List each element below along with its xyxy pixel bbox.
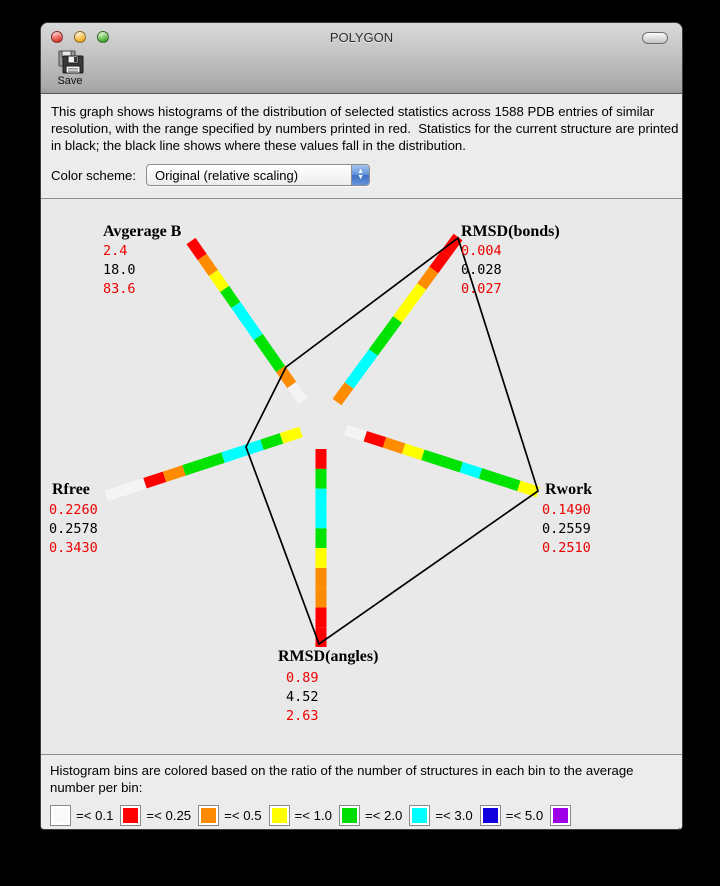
- histogram-bar-segment: [225, 289, 236, 305]
- histogram-bar-segment: [385, 320, 397, 337]
- histogram-bar-segment: [404, 449, 423, 455]
- histogram-bar-segment: [384, 442, 403, 448]
- color-scheme-label: Color scheme:: [51, 167, 137, 183]
- histogram-bar-segment: [191, 241, 202, 257]
- legend-color-swatch: [198, 805, 219, 826]
- histogram-bar-segment: [423, 455, 442, 461]
- legend-item: [550, 805, 583, 826]
- legend-color-swatch: [120, 805, 141, 826]
- axis-value: 83.6: [103, 281, 136, 297]
- legend-color-swatch: [409, 805, 430, 826]
- color-scheme-selected-value: Original (relative scaling): [155, 167, 299, 183]
- axis-label: RMSD(bonds): [461, 223, 560, 240]
- legend-item: [480, 805, 550, 826]
- legend-panel: [41, 755, 682, 830]
- legend-color-fill: [272, 808, 287, 823]
- axis-label: Avgerage B: [103, 223, 182, 240]
- histogram-bar-segment: [461, 467, 480, 473]
- histogram-bar-segment: [258, 337, 269, 353]
- legend-label: =< 2.0: [364, 808, 403, 823]
- axis-label: RMSD(angles): [278, 648, 379, 665]
- axis-value: 0.2559: [542, 521, 591, 537]
- axis-values: [49, 501, 98, 558]
- histogram-bar-segment: [106, 490, 126, 496]
- axis-label: Rfree: [52, 481, 90, 498]
- axis-value: 4.52: [286, 689, 319, 705]
- histogram-bar-segment: [204, 458, 224, 464]
- legend-description-text: Histogram bins are colored based on the ratio of the number of structures in each bin to the average number per bin:: [50, 763, 634, 795]
- axis-values: [461, 242, 502, 299]
- polygon-plot-area: [41, 198, 682, 755]
- axis-value: 0.89: [286, 670, 319, 686]
- save-button-label: Save: [57, 75, 83, 87]
- legend-color-swatch: [550, 805, 571, 826]
- axis-value: 0.1490: [542, 502, 591, 518]
- legend-label: =< 0.5: [224, 808, 262, 823]
- color-bin-legend: [50, 805, 673, 826]
- histogram-bar-segment: [365, 436, 384, 442]
- histogram-bar-segment: [223, 451, 243, 457]
- legend-item: [339, 805, 409, 826]
- window-title: POLYGON: [329, 30, 394, 45]
- histogram-bar-segment: [247, 321, 258, 337]
- axis-value: 0.027: [461, 281, 502, 297]
- axis-values: [286, 669, 319, 726]
- axis-value: 18.0: [103, 262, 136, 278]
- histogram-bar-segment: [243, 445, 263, 451]
- legend-color-fill: [123, 808, 138, 823]
- legend-label: =< 1.0: [294, 808, 332, 823]
- legend-item: [269, 805, 339, 826]
- legend-item: [198, 805, 268, 826]
- histogram-bar-segment: [500, 480, 519, 486]
- axis-value: 0.2510: [542, 540, 591, 556]
- axis-value: 2.63: [286, 708, 319, 724]
- dropdown-stepper-icon: ▲ ▼: [351, 165, 369, 185]
- axis-value: 0.004: [461, 243, 502, 259]
- legend-label: =< 3.0: [435, 808, 473, 823]
- axis-value: 0.2260: [49, 502, 98, 518]
- histogram-bar-segment: [184, 464, 204, 470]
- legend-item: [409, 805, 479, 826]
- histogram-bar-segment: [282, 432, 302, 438]
- axis-value: 0.3430: [49, 540, 98, 556]
- description-panel: [41, 94, 682, 198]
- histogram-bar-segment: [126, 483, 146, 489]
- histogram-bar-segment: [422, 270, 434, 287]
- save-floppy-icon: [50, 50, 90, 74]
- toolbar-toggle-button[interactable]: [642, 32, 668, 44]
- histogram-bar-segment: [202, 257, 213, 273]
- histogram-bar-segment: [269, 353, 280, 369]
- legend-color-swatch: [269, 805, 290, 826]
- histogram-bar-segment: [519, 486, 538, 492]
- legend-color-fill: [201, 808, 216, 823]
- histogram-bar-segment: [398, 303, 410, 320]
- histogram-bar-segment: [361, 353, 373, 370]
- description-text: This graph shows histograms of the distribution of selected statistics across 1588 PDB entries of similar resolution, with the range specified by numbers printed in red. Statistics for the current structure are printed in black; the black line shows where these values fall in the distribution.: [51, 104, 683, 153]
- histogram-bar-segment: [442, 461, 461, 467]
- polygon-window: [40, 22, 683, 830]
- histogram-bar-segment: [337, 386, 349, 403]
- polygon-plot-canvas: [41, 199, 682, 754]
- histogram-bar-segment: [145, 477, 165, 483]
- legend-color-fill: [412, 808, 427, 823]
- axis-values: [542, 501, 591, 558]
- histogram-bar-segment: [434, 254, 446, 271]
- legend-color-fill: [53, 808, 68, 823]
- legend-color-fill: [483, 808, 498, 823]
- color-scheme-dropdown[interactable]: [146, 164, 370, 186]
- histogram-bar-segment: [165, 470, 185, 476]
- axis-value: 2.4: [103, 243, 128, 259]
- legend-color-swatch: [339, 805, 360, 826]
- axis-value: 0.028: [461, 262, 502, 278]
- legend-item: [120, 805, 198, 826]
- legend-color-fill: [342, 808, 357, 823]
- histogram-bar-segment: [281, 369, 292, 385]
- legend-label: =< 0.25: [146, 808, 192, 823]
- histogram-bar-segment: [236, 305, 247, 321]
- histogram-bar-segment: [480, 473, 499, 479]
- legend-color-fill: [553, 808, 568, 823]
- histogram-bar-segment: [346, 430, 365, 436]
- save-button[interactable]: [50, 50, 90, 87]
- histogram-bar-segment: [292, 385, 303, 401]
- axis-values: [103, 242, 136, 299]
- axis-value: 0.2578: [49, 521, 98, 537]
- legend-label: =< 5.0: [505, 808, 544, 823]
- histogram-bar-segment: [373, 336, 385, 353]
- legend-label: =< 0.1: [76, 808, 114, 823]
- histogram-bar-segment: [262, 438, 282, 444]
- histogram-bar-segment: [349, 369, 361, 386]
- histogram-bar-segment: [213, 273, 224, 289]
- legend-item: [50, 805, 120, 826]
- title-bar: [41, 23, 682, 94]
- resize-grip[interactable]: [667, 825, 681, 830]
- histogram-bar-segment: [410, 287, 422, 304]
- legend-color-swatch: [480, 805, 501, 826]
- axis-label: Rwork: [545, 481, 593, 498]
- legend-color-swatch: [50, 805, 71, 826]
